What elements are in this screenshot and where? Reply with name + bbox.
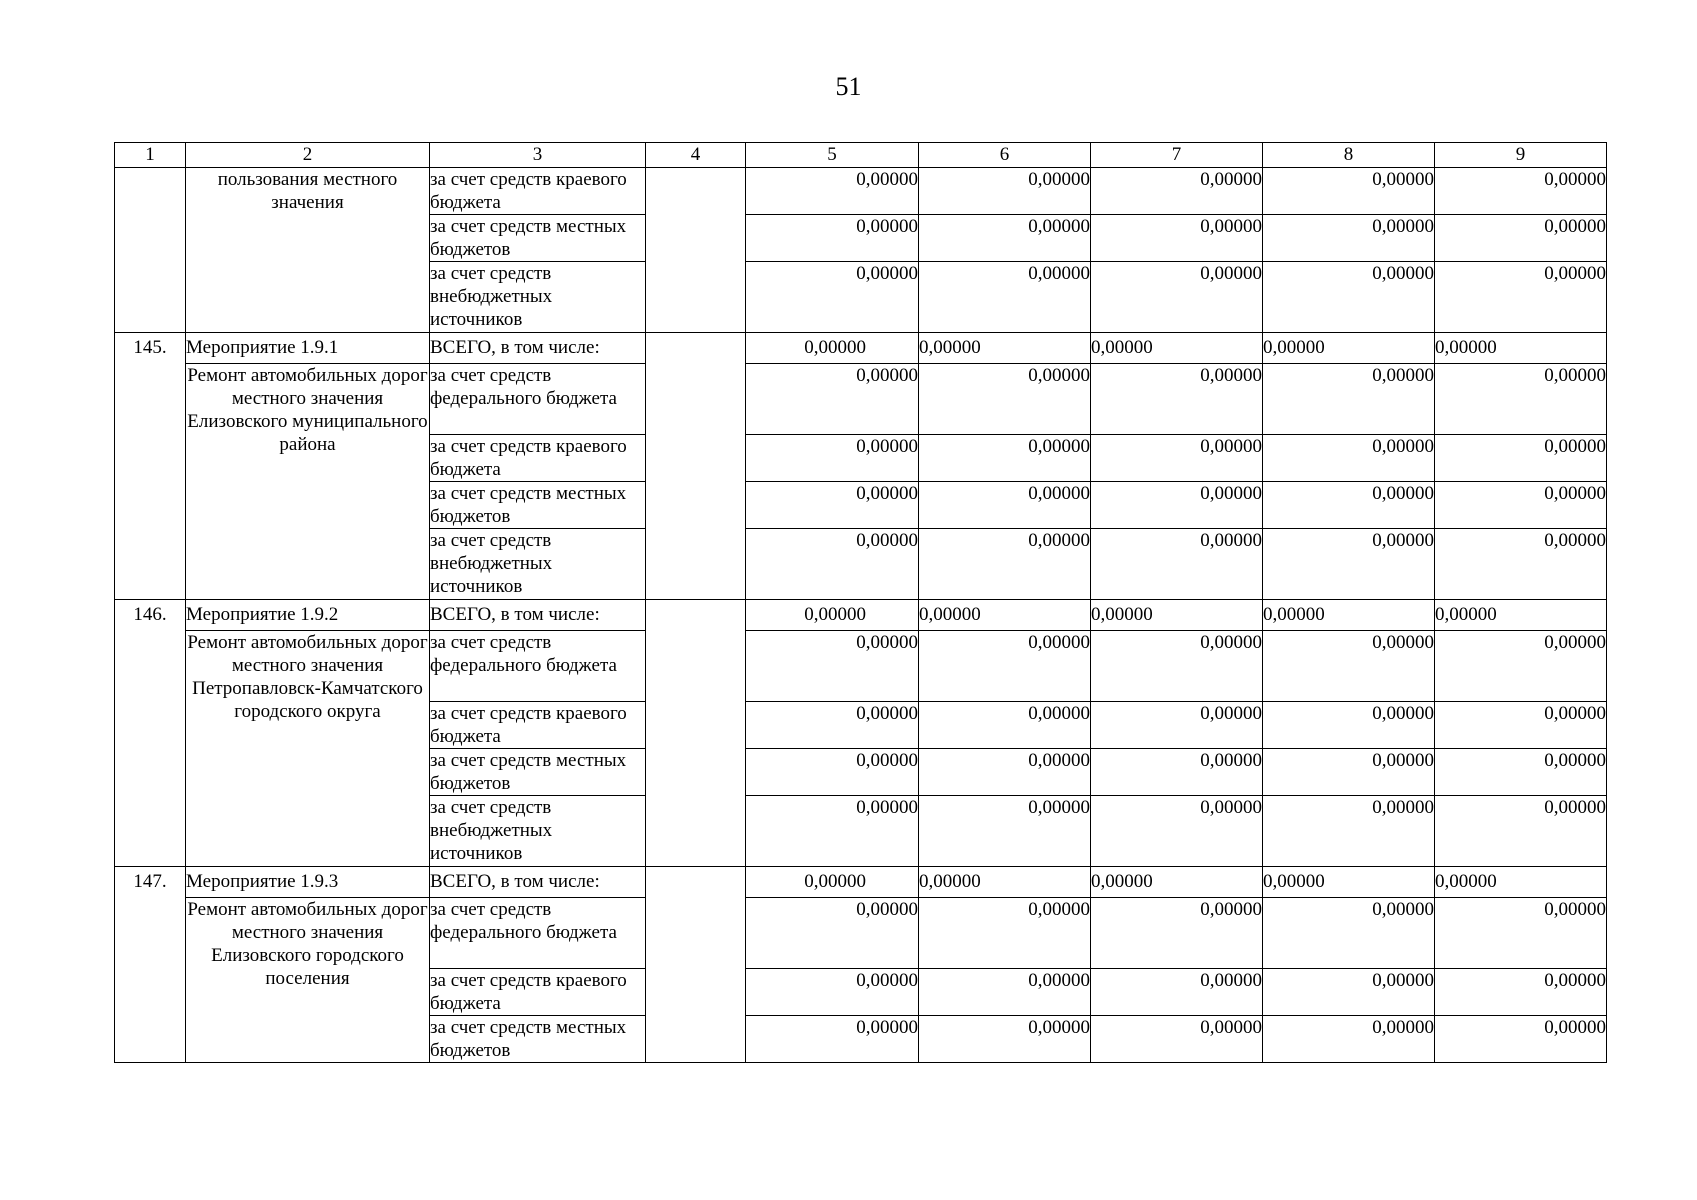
value-cell: 0,00000: [1435, 529, 1607, 600]
value-cell: 0,00000: [1091, 898, 1263, 969]
value-cell: 0,00000: [919, 364, 1091, 435]
value-cell: 0,00000: [919, 898, 1091, 969]
value-cell: 0,00000: [919, 262, 1091, 333]
value-cell: 0,00000: [919, 1016, 1091, 1063]
value-cell: 0,00000: [746, 435, 919, 482]
table-row: [115, 168, 1607, 215]
index-cell: [115, 168, 186, 333]
value-cell: 0,00000: [1263, 364, 1435, 435]
value-cell: 0,00000: [1263, 600, 1435, 631]
value-cell: 0,00000: [1263, 702, 1435, 749]
value-cell: 0,00000: [746, 631, 919, 702]
value-cell: 0,00000: [919, 482, 1091, 529]
value-cell: 0,00000: [1435, 749, 1607, 796]
value-cell: 0,00000: [746, 867, 919, 898]
total-label: ВСЕГО, в том числе:: [430, 600, 646, 631]
value-cell: 0,00000: [1263, 168, 1435, 215]
value-cell: 0,00000: [919, 435, 1091, 482]
table-row: [115, 600, 1607, 631]
table-row: [115, 631, 1607, 702]
page-number: 51: [835, 72, 862, 101]
column-4-cell: [646, 168, 746, 333]
value-cell: 0,00000: [919, 867, 1091, 898]
value-cell: 0,00000: [919, 333, 1091, 364]
value-cell: 0,00000: [1263, 529, 1435, 600]
value-cell: 0,00000: [746, 898, 919, 969]
value-cell: 0,00000: [746, 262, 919, 333]
funding-source-cell: за счет средств краевого бюджета: [430, 702, 646, 749]
value-cell: 0,00000: [1091, 333, 1263, 364]
funding-source-cell: за счет средств внебюджетных источников: [430, 796, 646, 867]
table-row: [115, 364, 1607, 435]
value-cell: 0,00000: [746, 749, 919, 796]
value-cell: 0,00000: [1091, 749, 1263, 796]
value-cell: 0,00000: [1435, 969, 1607, 1016]
value-cell: 0,00000: [919, 749, 1091, 796]
value-cell: 0,00000: [919, 631, 1091, 702]
value-cell: 0,00000: [746, 333, 919, 364]
header-cell: 9: [1435, 143, 1607, 168]
value-cell: 0,00000: [1263, 333, 1435, 364]
funding-source-cell: за счет средств краевого бюджета: [430, 168, 646, 215]
value-cell: 0,00000: [1263, 969, 1435, 1016]
event-label: Мероприятие 1.9.3: [186, 867, 430, 898]
value-cell: 0,00000: [1263, 215, 1435, 262]
value-cell: 0,00000: [1435, 1016, 1607, 1063]
value-cell: 0,00000: [1435, 631, 1607, 702]
funding-source-cell: за счет средств местных бюджетов: [430, 749, 646, 796]
value-cell: 0,00000: [746, 969, 919, 1016]
value-cell: 0,00000: [1091, 631, 1263, 702]
value-cell: 0,00000: [1435, 435, 1607, 482]
funding-source-cell: за счет средств федерального бюджета: [430, 898, 646, 969]
value-cell: 0,00000: [1091, 215, 1263, 262]
value-cell: 0,00000: [746, 364, 919, 435]
header-cell: 7: [1091, 143, 1263, 168]
row-index: 145.: [115, 333, 186, 600]
header-row: [115, 143, 1607, 168]
value-cell: 0,00000: [1091, 482, 1263, 529]
event-name-cell: пользования местного значения: [186, 168, 430, 333]
event-label: Мероприятие 1.9.2: [186, 600, 430, 631]
value-cell: 0,00000: [746, 482, 919, 529]
header-cell: 4: [646, 143, 746, 168]
value-cell: 0,00000: [746, 1016, 919, 1063]
header-cell: 1: [115, 143, 186, 168]
row-index: 147.: [115, 867, 186, 1063]
value-cell: 0,00000: [1263, 435, 1435, 482]
row-index: 146.: [115, 600, 186, 867]
value-cell: 0,00000: [1435, 168, 1607, 215]
value-cell: 0,00000: [1435, 867, 1607, 898]
value-cell: 0,00000: [1435, 262, 1607, 333]
value-cell: 0,00000: [1263, 482, 1435, 529]
value-cell: 0,00000: [1263, 1016, 1435, 1063]
value-cell: 0,00000: [919, 168, 1091, 215]
column-4-cell: [646, 867, 746, 1063]
value-cell: 0,00000: [746, 600, 919, 631]
value-cell: 0,00000: [1435, 215, 1607, 262]
funding-source-cell: за счет средств местных бюджетов: [430, 482, 646, 529]
funding-source-cell: за счет средств местных бюджетов: [430, 215, 646, 262]
funding-source-cell: за счет средств краевого бюджета: [430, 435, 646, 482]
value-cell: 0,00000: [919, 600, 1091, 631]
value-cell: 0,00000: [1263, 749, 1435, 796]
value-cell: 0,00000: [919, 215, 1091, 262]
funding-source-cell: за счет средств федерального бюджета: [430, 631, 646, 702]
value-cell: 0,00000: [1091, 702, 1263, 749]
header-cell: 8: [1263, 143, 1435, 168]
event-label: Мероприятие 1.9.1: [186, 333, 430, 364]
funding-source-cell: за счет средств краевого бюджета: [430, 969, 646, 1016]
value-cell: 0,00000: [1091, 796, 1263, 867]
budget-table: [114, 142, 1607, 1063]
value-cell: 0,00000: [919, 796, 1091, 867]
value-cell: 0,00000: [1435, 600, 1607, 631]
total-label: ВСЕГО, в том числе:: [430, 333, 646, 364]
value-cell: 0,00000: [919, 529, 1091, 600]
value-cell: 0,00000: [1263, 796, 1435, 867]
value-cell: 0,00000: [1263, 867, 1435, 898]
value-cell: 0,00000: [1091, 435, 1263, 482]
table-row: [115, 333, 1607, 364]
event-name-cell: Ремонт автомобильных дорог местного значения Петропавловск-Камчатского городского округа: [186, 631, 430, 867]
value-cell: 0,00000: [1091, 600, 1263, 631]
event-name-cell: Ремонт автомобильных дорог местного значения Елизовского муниципального района: [186, 364, 430, 600]
event-name-cell: Ремонт автомобильных дорог местного значения Елизовского городского поселения: [186, 898, 430, 1063]
value-cell: 0,00000: [746, 529, 919, 600]
funding-source-cell: за счет средств местных бюджетов: [430, 1016, 646, 1063]
value-cell: 0,00000: [1263, 262, 1435, 333]
value-cell: 0,00000: [1091, 867, 1263, 898]
header-cell: 6: [919, 143, 1091, 168]
value-cell: 0,00000: [1263, 898, 1435, 969]
column-4-cell: [646, 333, 746, 600]
funding-source-cell: за счет средств внебюджетных источников: [430, 262, 646, 333]
value-cell: 0,00000: [1091, 529, 1263, 600]
value-cell: 0,00000: [1435, 482, 1607, 529]
table-row: [115, 898, 1607, 969]
value-cell: 0,00000: [1091, 969, 1263, 1016]
funding-source-cell: за счет средств внебюджетных источников: [430, 529, 646, 600]
value-cell: 0,00000: [1091, 168, 1263, 215]
value-cell: 0,00000: [919, 969, 1091, 1016]
value-cell: 0,00000: [746, 796, 919, 867]
value-cell: 0,00000: [1091, 262, 1263, 333]
header-cell: 2: [186, 143, 430, 168]
header-cell: 5: [746, 143, 919, 168]
value-cell: 0,00000: [1435, 333, 1607, 364]
value-cell: 0,00000: [746, 168, 919, 215]
total-label: ВСЕГО, в том числе:: [430, 867, 646, 898]
funding-source-cell: за счет средств федерального бюджета: [430, 364, 646, 435]
value-cell: 0,00000: [919, 702, 1091, 749]
header-cell: 3: [430, 143, 646, 168]
value-cell: 0,00000: [1091, 1016, 1263, 1063]
value-cell: 0,00000: [746, 702, 919, 749]
table-row: [115, 867, 1607, 898]
value-cell: 0,00000: [746, 215, 919, 262]
value-cell: 0,00000: [1435, 364, 1607, 435]
column-4-cell: [646, 600, 746, 867]
value-cell: 0,00000: [1435, 898, 1607, 969]
value-cell: 0,00000: [1435, 702, 1607, 749]
value-cell: 0,00000: [1263, 631, 1435, 702]
value-cell: 0,00000: [1091, 364, 1263, 435]
value-cell: 0,00000: [1435, 796, 1607, 867]
